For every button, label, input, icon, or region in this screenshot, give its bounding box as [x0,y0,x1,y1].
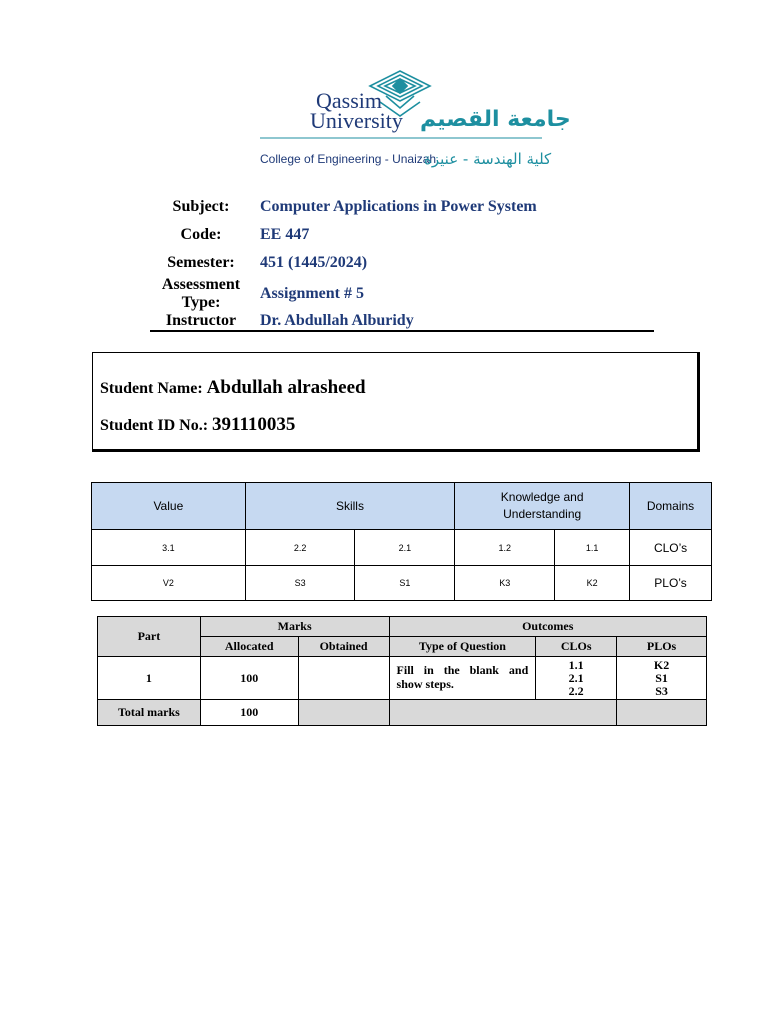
header-type-of-question: Type of Question [389,637,536,657]
logo-college-english: College of Engineering - Unaizah [260,152,437,166]
obtained-cell[interactable] [298,657,389,700]
header-clos: CLOs [536,637,617,657]
university-logo [258,68,571,172]
table-cell: 3.1 [92,530,246,566]
clo-item: 2.2 [568,683,584,698]
logo-name-arabic: جامعة القصيم [420,107,571,132]
assessment-value: Assignment # 5 [260,285,365,302]
student-id-label: Student ID No.: [100,417,209,434]
total-allocated: 100 [200,700,298,726]
assessment-label-line1: Assessment [161,276,241,293]
clo-item: 1.1 [568,657,584,672]
plos-cell [617,657,707,700]
header-skills: Skills [245,483,455,530]
semester-value: 451 (1445/2024) [260,254,368,271]
instructor-label: Instructor [165,312,237,329]
marks-table [97,616,707,726]
clo-item: 2.1 [568,670,584,685]
table-cell: V2 [92,566,246,601]
table-cell: 1.1 [555,530,630,566]
plo-item: K2 [653,657,670,672]
table-row [98,657,707,700]
allocated-cell: 100 [200,657,298,700]
total-plos-cell [617,700,707,726]
header-marks: Marks [200,617,389,637]
clo-row-label: CLO’s [630,530,712,566]
student-name-line [100,377,366,399]
student-id-line [100,414,295,436]
table-cell: 2.1 [355,530,455,566]
clo-row [92,530,712,566]
question-type-cell: Fill in the blank and show steps. [389,657,536,700]
logo-college-arabic: كلية الهندسة - عنيزة [424,150,552,168]
student-box [92,352,700,452]
table-cell: S3 [245,566,355,601]
header-allocated: Allocated [200,637,298,657]
header-knowledge-line1: Knowledge and [500,490,584,504]
total-obtained-cell [298,700,389,726]
logo-name-line1: Qassim [316,88,382,113]
total-label: Total marks [98,700,201,726]
student-name-label: Student Name: [100,380,203,397]
header-obtained: Obtained [298,637,389,657]
semester-label: Semester: [167,254,235,271]
clo-plo-table [91,482,712,601]
plo-row [92,566,712,601]
table-cell: S1 [355,566,455,601]
total-outcomes-cell [389,700,617,726]
plo-item: S3 [655,683,668,698]
header-outcomes: Outcomes [389,617,706,637]
table-cell: 1.2 [455,530,555,566]
header-part: Part [98,617,201,657]
marks-header-row-1 [98,617,707,637]
total-row [98,700,707,726]
header-knowledge [455,483,630,530]
logo-name-line2: University [310,108,403,133]
student-name-value: Abdullah alrasheed [206,377,366,398]
code-value: EE 447 [260,226,310,243]
subject-value: Computer Applications in Power System [260,198,537,215]
table-cell: K3 [455,566,555,601]
clo-table-header-row [92,483,712,530]
header-domains: Domains [630,483,712,530]
plo-item: S1 [655,670,668,685]
instructor-value: Dr. Abdullah Alburidy [260,312,414,329]
table-cell: 2.2 [245,530,355,566]
student-id-value: 391110035 [212,414,296,435]
code-label: Code: [180,226,222,243]
header-plos: PLOs [617,637,707,657]
plo-row-label: PLO’s [630,566,712,601]
header-divider [150,330,654,332]
clos-cell [536,657,617,700]
assessment-label-line2: Type: [181,294,221,311]
header-knowledge-line2: Understanding [503,507,582,521]
table-cell: K2 [555,566,630,601]
subject-label: Subject: [172,198,230,215]
part-cell: 1 [98,657,201,700]
header-value: Value [92,483,246,530]
